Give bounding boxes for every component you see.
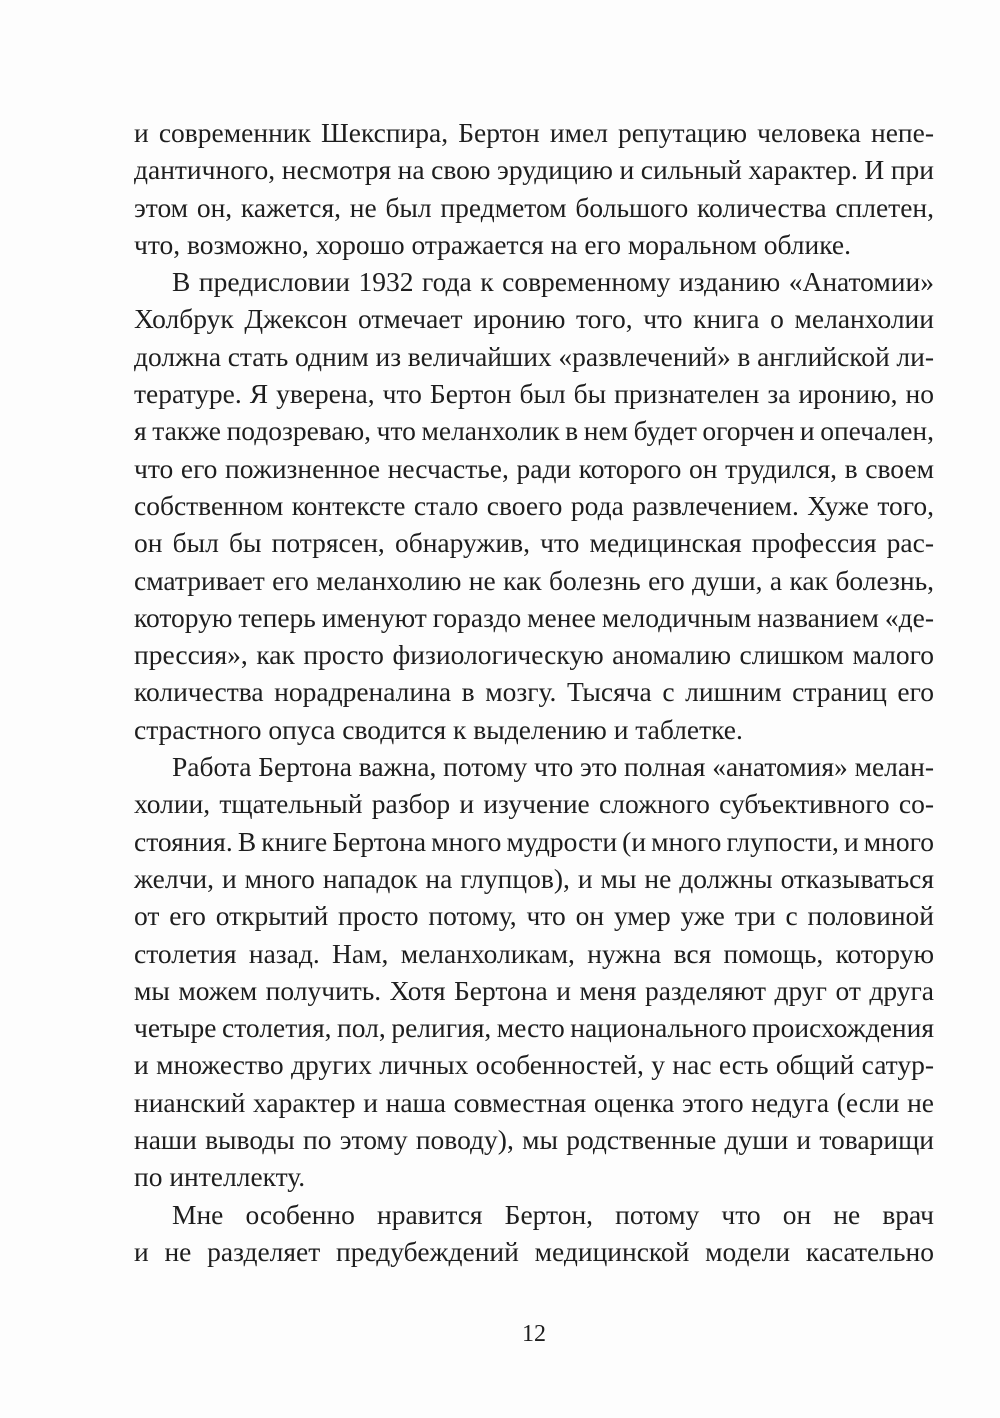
text-line: что его пожизненное несчастье, ради которого он трудился, в своем: [134, 452, 934, 484]
text-line: и множество других личных особенностей, у нас есть общий сатур-: [134, 1049, 934, 1081]
text-line: Работа Бертона важна, потому что это полная «анатомия» мелан-: [172, 751, 934, 783]
text-line: прессия», как просто физиологическую аномалию слишком малого: [134, 639, 934, 671]
text-line: и современник Шекспира, Бертон имел репутацию человека непе-: [134, 117, 934, 148]
text-line: нианский характер и наша совместная оценка этого недуга (если не: [134, 1086, 934, 1118]
paragraph: [134, 1196, 934, 1271]
text-line: четыре столетия, пол, религия, место национального происхождения: [134, 1012, 934, 1044]
text-line: которую теперь именуют гораздо менее мелодичным названием «де-: [134, 601, 934, 633]
text-line: этом он, кажется, не был предметом большого количества сплетен,: [134, 191, 934, 223]
text-line: дантичного, несмотря на свою эрудицию и сильный характер. И при: [134, 154, 934, 186]
paragraph: [134, 263, 934, 748]
text-line: что, возможно, хорошо отражается на его моральном облике.: [134, 228, 851, 260]
text-line: наши выводы по этому поводу), мы родственные души и товарищи: [134, 1124, 934, 1156]
text-line: Холбрук Джексон отмечает иронию того, что книга о меланхолии: [134, 303, 934, 335]
text-line: он был бы потрясен, обнаружив, что медицинская профессия рас-: [134, 527, 934, 559]
text-line: от его открытий просто потому, что он умер уже три с половиной: [134, 900, 934, 932]
text-line: мы можем получить. Хотя Бертона и меня разделяют друг от друга: [134, 974, 934, 1006]
text-line: тературе. Я уверена, что Бертон был бы признателен за иронию, но: [134, 378, 934, 410]
text-line: стояния. В книге Бертона много мудрости (и много глупости, и много: [134, 825, 934, 857]
text-line: страстного опуса сводится к выделению и таблетке.: [134, 713, 743, 745]
body-text: [134, 114, 934, 1270]
text-line: я также подозреваю, что меланхолик в нем будет огорчен и опечален,: [134, 415, 934, 447]
paragraph: [134, 114, 934, 263]
text-line: количества норадреналина в мозгу. Тысяча с лишним страниц его: [134, 676, 934, 708]
text-line: столетия назад. Нам, меланхоликам, нужна вся помощь, которую: [134, 937, 934, 969]
text-line: собственном контексте стало своего рода развлечением. Хуже того,: [134, 489, 934, 521]
text-line: и не разделяет предубеждений медицинской модели касательно: [134, 1235, 934, 1267]
text-line: холии, тщательный разбор и изучение сложного субъективного со-: [134, 788, 934, 820]
text-line: по интеллекту.: [134, 1161, 306, 1193]
page-number-label: 12: [522, 1321, 546, 1347]
text-line: В предисловии 1932 года к современному изданию «Анатомии»: [172, 266, 934, 298]
text-line: Мне особенно нравится Бертон, потому что он не врач: [172, 1198, 934, 1230]
paragraph: [134, 748, 934, 1196]
text-line: сматривает его меланхолию не как болезнь его души, а как болезнь,: [134, 564, 934, 596]
text-line: желчи, и много нападок на глупцов), и мы не должны отказываться: [134, 862, 934, 894]
page-number: [0, 1321, 1000, 1348]
text-line: должна стать одним из величайших «развлечений» в английской ли-: [134, 340, 934, 372]
